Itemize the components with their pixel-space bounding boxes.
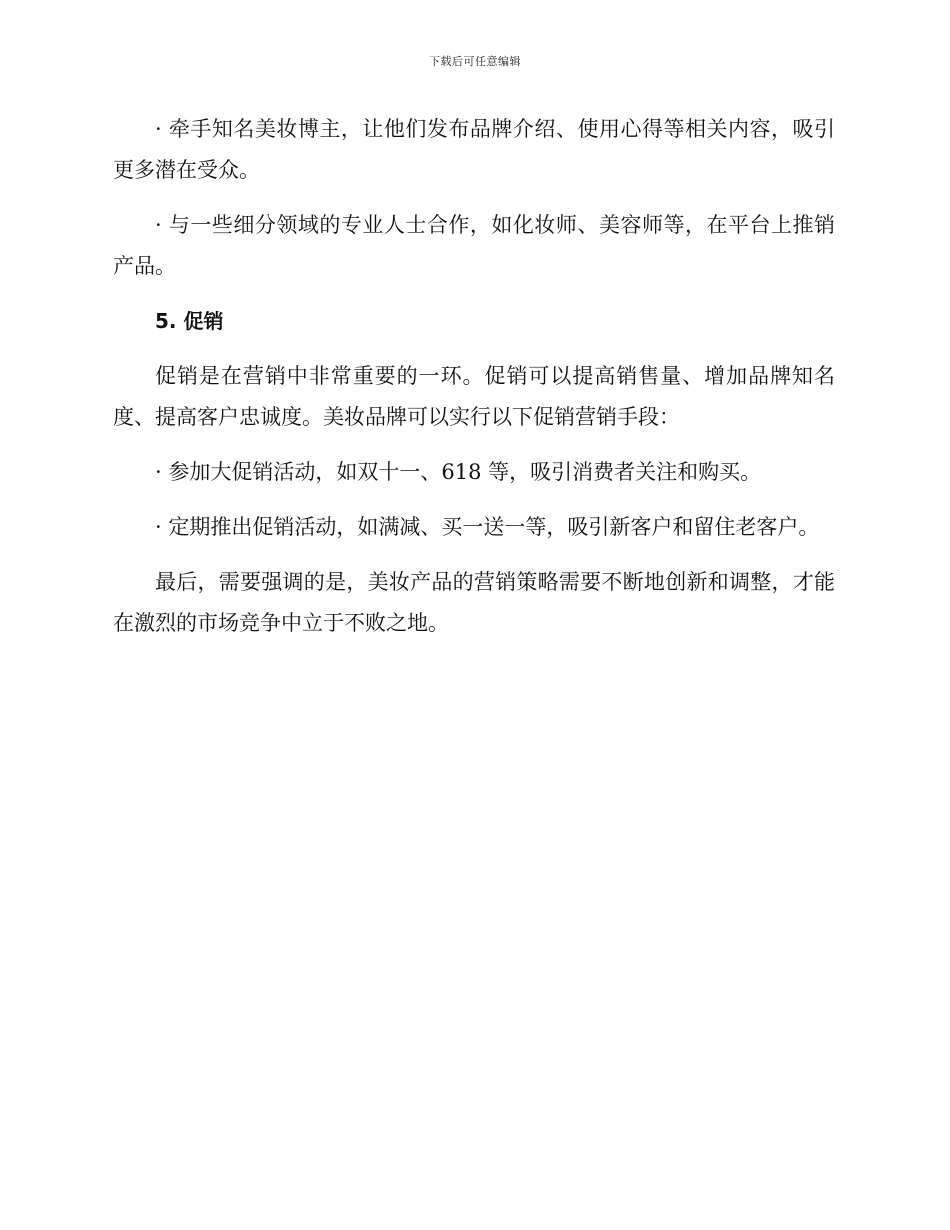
bullet-paragraph: · 牵手知名美妆博主，让他们发布品牌介绍、使用心得等相关内容，吸引更多潜在受众。	[113, 117, 835, 182]
page-header: 下载后可任意编辑	[429, 55, 521, 68]
bullet-paragraph: · 与一些细分领域的专业人士合作，如化妆师、美容师等，在平台上推销产品。	[113, 213, 835, 278]
body-paragraph: 促销是在营销中非常重要的一环。促销可以提高销售量、增加品牌知名度、提高客户忠诚度。美妆品牌可以实行以下促销营销手段：	[113, 364, 835, 429]
body-paragraph: 最后，需要强调的是，美妆产品的营销策略需要不断地创新和调整，才能在激烈的市场竞争中立于不败之地。	[113, 570, 835, 635]
bullet-paragraph: · 参加大促销活动，如双十一、618 等，吸引消费者关注和购买。	[155, 460, 762, 484]
document-body	[113, 109, 835, 658]
section-heading: 5. 促销	[155, 309, 224, 333]
bullet-paragraph: · 定期推出促销活动，如满减、买一送一等，吸引新客户和留住老客户。	[155, 515, 820, 539]
